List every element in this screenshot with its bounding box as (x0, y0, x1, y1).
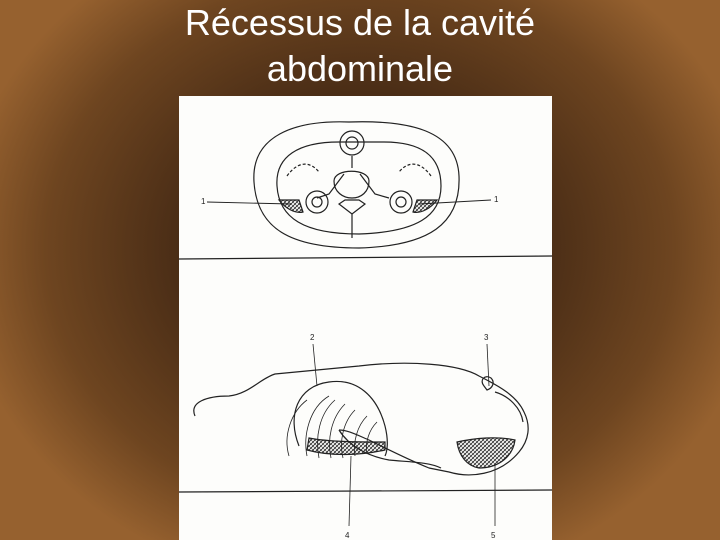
label-4: 4 (345, 531, 350, 540)
spine-vertebra (334, 171, 369, 198)
table-line-top (179, 256, 552, 259)
right-kidney (390, 191, 412, 213)
anatomy-figure (179, 96, 552, 540)
abdominal-cavity-outline (277, 142, 441, 234)
slide-title (0, 0, 720, 92)
aorta (340, 131, 364, 155)
label-1-left: 1 (201, 197, 206, 206)
label-1-right: 1 (494, 195, 499, 204)
left-kidney (306, 191, 328, 213)
table-line-bottom (179, 490, 552, 492)
body-outline (254, 122, 459, 248)
slide-title-line-2: abdominale (266, 48, 454, 89)
hepatorenal-recess (307, 438, 385, 455)
transverse-section (207, 122, 491, 248)
lateral-section (179, 344, 552, 526)
label-2: 2 (310, 333, 315, 342)
label-3: 3 (484, 333, 489, 342)
slide-title-line-1: Récessus de la cavité (184, 2, 536, 43)
anatomy-drawing (179, 96, 552, 540)
label-5: 5 (491, 531, 496, 540)
